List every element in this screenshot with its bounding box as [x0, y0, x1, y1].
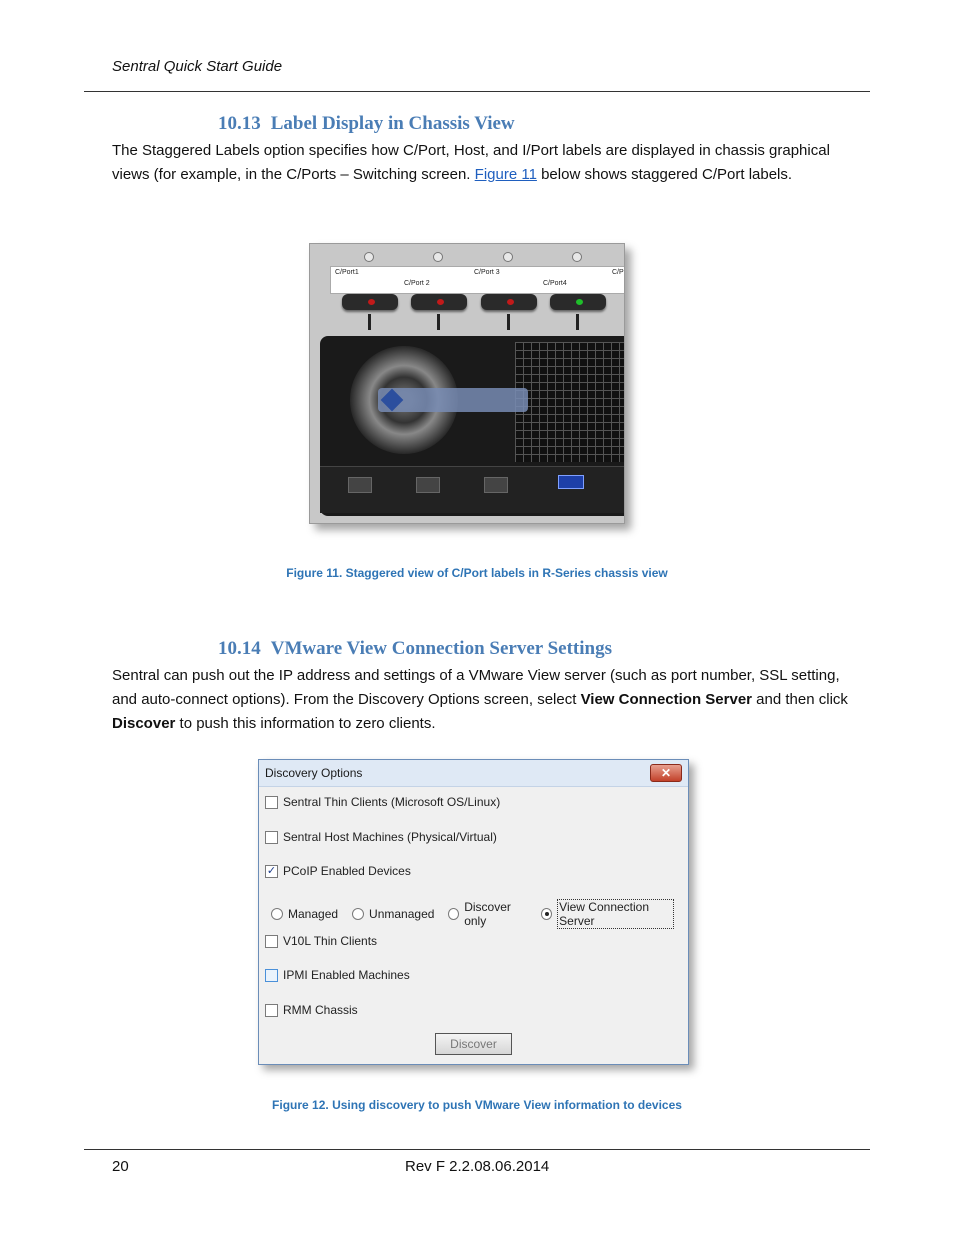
radio-view-connection-server[interactable]	[541, 899, 674, 929]
option-sentral-host-machines[interactable]	[265, 830, 497, 844]
port-label: C/Port1	[335, 269, 359, 276]
radio-button[interactable]	[352, 908, 364, 920]
figure11-link[interactable]: Figure 11	[474, 166, 537, 183]
vent-grid	[515, 342, 625, 462]
header-title: Sentral Quick Start Guide	[112, 58, 283, 75]
figure11-caption: Figure 11. Staggered view of C/Port labels in R-Series chassis view	[286, 566, 668, 580]
radio-discover-only[interactable]	[448, 899, 527, 929]
radio-managed[interactable]	[271, 899, 338, 929]
drive-bay	[348, 477, 372, 493]
port-stem	[368, 314, 371, 330]
revision-text: Rev F 2.2.08.06.2014	[405, 1158, 550, 1175]
radio-button-selected[interactable]	[541, 908, 552, 920]
chassis-bottom-panel	[320, 466, 625, 513]
option-rmm-chassis[interactable]	[265, 1003, 358, 1017]
option-label: Sentral Host Machines (Physical/Virtual)	[283, 830, 497, 844]
checkbox-checked[interactable]: ✓	[266, 864, 277, 877]
port-stem	[437, 314, 440, 330]
option-ipmi-enabled-machines[interactable]	[265, 968, 410, 982]
port-label: C/P	[612, 269, 624, 276]
checkbox[interactable]	[265, 935, 278, 948]
section1-paragraph	[112, 139, 852, 187]
pcoip-radio-group	[271, 899, 688, 929]
checkbox[interactable]	[265, 969, 278, 982]
bold-text: View Connection Server	[580, 691, 753, 708]
led-indicator	[572, 252, 582, 262]
discover-button[interactable]: Discover	[435, 1033, 512, 1055]
option-pcoip-enabled-devices[interactable]	[265, 864, 411, 878]
led-indicator	[433, 252, 443, 262]
chassis-body	[320, 336, 625, 516]
port-button	[481, 294, 537, 310]
para-text: below shows staggered C/Port labels.	[536, 166, 793, 183]
port-button	[411, 294, 467, 310]
section-heading-10-13	[218, 113, 515, 135]
option-label: PCoIP Enabled Devices	[283, 864, 411, 878]
port-stem	[507, 314, 510, 330]
radio-label: Managed	[288, 907, 339, 921]
option-label: V10L Thin Clients	[283, 934, 378, 948]
chassis-view-image	[309, 243, 625, 524]
dialog-title: Discovery Options	[265, 766, 363, 780]
header-rule	[84, 91, 870, 92]
para-text: to push this information to zero clients.	[175, 715, 436, 732]
led-indicator	[364, 252, 374, 262]
para-text: The Staggered Labels option specifies how C/Port, Host, and I/Port labels are displayed in chassis graphical views (for example, in the C/Ports – Switching screen.	[112, 142, 830, 183]
section-title: Label Display in Chassis View	[270, 113, 515, 134]
para-text: Sentral can push out the IP address and settings of a VMware View server (such as port number, SSL setting, and auto-connect options). From the Discovery Options screen, select	[112, 667, 840, 708]
option-sentral-thin-clients[interactable]	[265, 795, 500, 809]
section2-paragraph	[112, 664, 852, 736]
radio-label: View Connection Server	[557, 899, 674, 929]
clearcube-logo	[378, 388, 528, 412]
radio-button[interactable]	[448, 908, 459, 920]
option-label: RMM Chassis	[283, 1003, 358, 1017]
checkbox[interactable]	[265, 1004, 278, 1017]
option-label: Sentral Thin Clients (Microsoft OS/Linux)	[283, 795, 501, 809]
drive-bay	[484, 477, 508, 493]
port-button	[342, 294, 398, 310]
dialog-titlebar[interactable]	[259, 760, 688, 787]
radio-label: Unmanaged	[369, 907, 435, 921]
section-number: 10.14	[218, 638, 261, 659]
option-label: IPMI Enabled Machines	[283, 968, 410, 982]
led-indicator	[503, 252, 513, 262]
bold-text: Discover	[112, 715, 176, 732]
para-text: and then click	[752, 691, 848, 708]
vga-port-icon	[558, 475, 584, 489]
drive-bay	[416, 477, 440, 493]
page-number: 20	[112, 1158, 129, 1175]
port-label: C/Port 2	[404, 280, 430, 287]
option-v10l-thin-clients[interactable]	[265, 934, 377, 948]
section-title: VMware View Connection Server Settings	[270, 638, 612, 659]
logo-mark-icon	[381, 389, 404, 412]
figure12-caption: Figure 12. Using discovery to push VMware View information to devices	[272, 1098, 682, 1112]
port-label-strip	[330, 266, 625, 294]
close-button[interactable]: ✕	[650, 764, 682, 782]
radio-button[interactable]	[271, 908, 283, 920]
port-button	[550, 294, 606, 310]
radio-label: Discover only	[464, 900, 511, 928]
radio-unmanaged[interactable]	[352, 899, 434, 929]
port-stem	[576, 314, 579, 330]
footer-rule	[84, 1149, 870, 1150]
checkbox[interactable]	[265, 796, 278, 809]
port-label: C/Port4	[543, 280, 567, 287]
section-number: 10.13	[218, 113, 261, 134]
section-heading-10-14	[218, 638, 612, 660]
port-label: C/Port 3	[474, 269, 500, 276]
checkbox[interactable]	[265, 831, 278, 844]
discovery-options-dialog	[258, 759, 689, 1065]
